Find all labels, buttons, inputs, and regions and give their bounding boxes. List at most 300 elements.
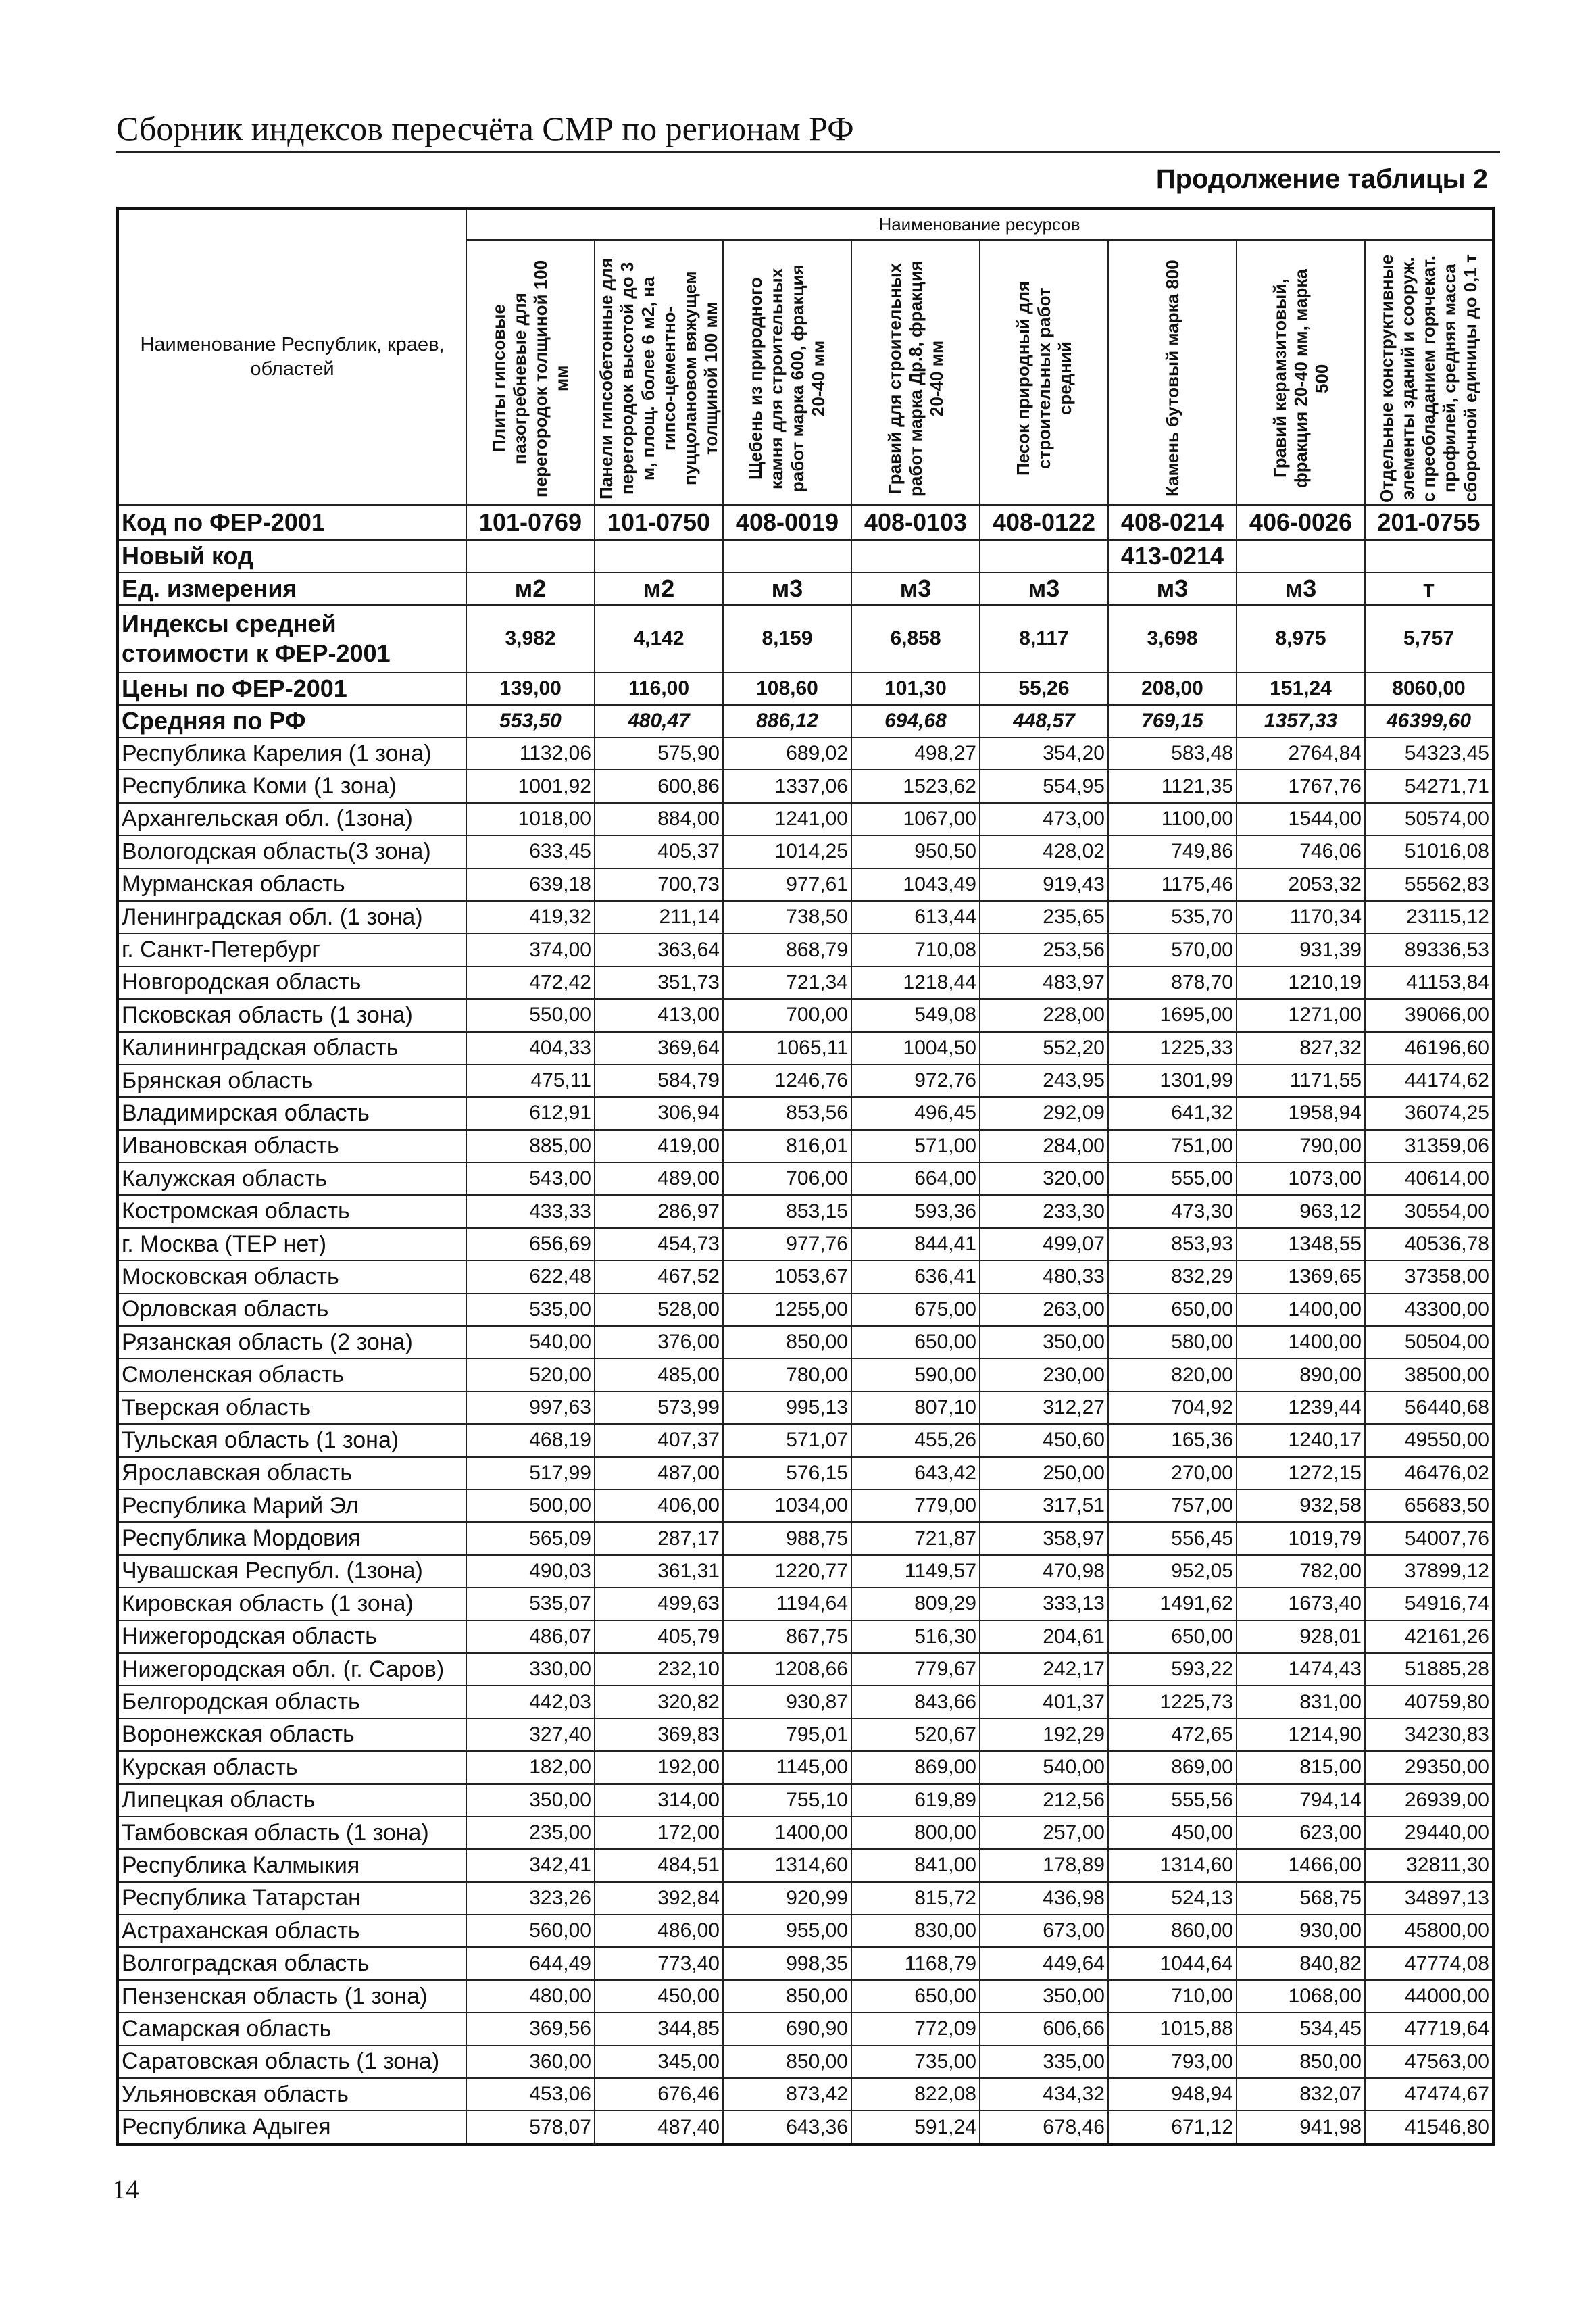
value-cell: 473,00 xyxy=(980,803,1108,835)
value-cell: 671,12 xyxy=(1108,2111,1237,2144)
value-cell: 26939,00 xyxy=(1365,1784,1493,1817)
value-cell: 232,10 xyxy=(595,1653,723,1685)
value-cell: 56440,68 xyxy=(1365,1392,1493,1424)
value-cell: 369,83 xyxy=(595,1719,723,1751)
code-cell: 408-0019 xyxy=(723,505,851,540)
value-cell: 369,64 xyxy=(595,1032,723,1064)
value-cell: 30554,00 xyxy=(1365,1195,1493,1227)
new-code-row xyxy=(118,540,1493,572)
value-cell: 496,45 xyxy=(851,1097,980,1129)
value-cell: 1271,00 xyxy=(1237,999,1365,1031)
table-row xyxy=(118,1685,1493,1718)
table-row xyxy=(118,1195,1493,1227)
value-cell: 809,29 xyxy=(851,1587,980,1620)
value-cell: 831,00 xyxy=(1237,1685,1365,1718)
table-row xyxy=(118,1719,1493,1751)
region-name-cell: Брянская область xyxy=(118,1064,466,1097)
value-cell: 1044,64 xyxy=(1108,1947,1237,1979)
value-cell: 860,00 xyxy=(1108,1915,1237,1947)
value-cell: 568,75 xyxy=(1237,1882,1365,1915)
value-cell: 484,51 xyxy=(595,1849,723,1881)
value-cell: 31359,06 xyxy=(1365,1130,1493,1162)
value-cell: 499,07 xyxy=(980,1228,1108,1260)
value-cell: 483,97 xyxy=(980,966,1108,999)
code-cell: 408-0214 xyxy=(1108,505,1237,540)
code-row xyxy=(118,505,1493,540)
value-cell: 1272,15 xyxy=(1237,1457,1365,1490)
value-cell: 401,37 xyxy=(980,1685,1108,1718)
value-cell: 323,26 xyxy=(466,1882,595,1915)
value-cell: 486,07 xyxy=(466,1621,595,1653)
column-header-label: Панели гипсобетонные для перегородок высотой до 3 м, площ. более 6 м2, на гипсо-цементно-пуццолановом вяжущем толщиной 100 мм xyxy=(596,257,721,499)
table-row xyxy=(118,2013,1493,2045)
value-cell: 644,49 xyxy=(466,1947,595,1979)
region-name-cell: Кировская область (1 зона) xyxy=(118,1587,466,1620)
region-name-cell: Ульяновская область xyxy=(118,2078,466,2111)
value-cell: 243,95 xyxy=(980,1064,1108,1097)
value-cell: 576,15 xyxy=(723,1457,851,1490)
value-cell: 29350,00 xyxy=(1365,1751,1493,1783)
price-label: Цены по ФЕР-2001 xyxy=(118,672,466,705)
value-cell: 565,09 xyxy=(466,1522,595,1554)
value-cell: 520,67 xyxy=(851,1719,980,1751)
table-row xyxy=(118,2046,1493,2078)
value-cell: 467,52 xyxy=(595,1260,723,1293)
value-cell: 1400,00 xyxy=(723,1817,851,1849)
value-cell: 869,00 xyxy=(1108,1751,1237,1783)
table-row xyxy=(118,1849,1493,1881)
code-cell: 101-0769 xyxy=(466,505,595,540)
value-cell: 49550,00 xyxy=(1365,1424,1493,1456)
code-cell: 408-0122 xyxy=(980,505,1108,540)
code-cell: 406-0026 xyxy=(1237,505,1365,540)
region-name-cell: Саратовская область (1 зона) xyxy=(118,2046,466,2078)
value-cell: 772,09 xyxy=(851,2013,980,2045)
region-name-cell: Московская область xyxy=(118,1260,466,1293)
value-cell: 1214,90 xyxy=(1237,1719,1365,1751)
page-number: 14 xyxy=(112,2174,139,2205)
table-row xyxy=(118,1587,1493,1620)
value-cell: 710,08 xyxy=(851,933,980,966)
table-row xyxy=(118,1260,1493,1293)
value-cell: 932,58 xyxy=(1237,1490,1365,1522)
value-cell: 1400,00 xyxy=(1237,1294,1365,1326)
value-cell: 955,00 xyxy=(723,1915,851,1947)
table-row xyxy=(118,1424,1493,1456)
table-row xyxy=(118,1326,1493,1358)
value-cell: 287,17 xyxy=(595,1522,723,1554)
table-row xyxy=(118,1555,1493,1587)
value-cell: 250,00 xyxy=(980,1457,1108,1490)
region-name-cell: Тверская область xyxy=(118,1392,466,1424)
value-cell: 678,46 xyxy=(980,2111,1108,2144)
price-cell: 151,24 xyxy=(1237,672,1365,705)
value-cell: 706,00 xyxy=(723,1162,851,1195)
value-cell: 2053,32 xyxy=(1237,868,1365,901)
table-row xyxy=(118,1522,1493,1554)
value-cell: 977,76 xyxy=(723,1228,851,1260)
table-row xyxy=(118,737,1493,770)
value-cell: 1208,66 xyxy=(723,1653,851,1685)
value-cell: 1001,92 xyxy=(466,770,595,802)
value-cell: 573,99 xyxy=(595,1392,723,1424)
value-cell: 284,00 xyxy=(980,1130,1108,1162)
average-cell: 448,57 xyxy=(980,705,1108,737)
value-cell: 1175,46 xyxy=(1108,868,1237,901)
value-cell: 43300,00 xyxy=(1365,1294,1493,1326)
value-cell: 844,41 xyxy=(851,1228,980,1260)
value-cell: 963,12 xyxy=(1237,1195,1365,1227)
value-cell: 454,73 xyxy=(595,1228,723,1260)
value-cell: 54323,45 xyxy=(1365,737,1493,770)
value-cell: 757,00 xyxy=(1108,1490,1237,1522)
value-cell: 622,48 xyxy=(466,1260,595,1293)
region-name-cell: Липецкая область xyxy=(118,1784,466,1817)
region-name-cell: г. Москва (ТЕР нет) xyxy=(118,1228,466,1260)
value-cell: 613,44 xyxy=(851,901,980,933)
table-row xyxy=(118,1751,1493,1783)
new-code-cell xyxy=(723,540,851,572)
value-cell: 406,00 xyxy=(595,1490,723,1522)
unit-label: Ед. измерения xyxy=(118,572,466,605)
value-cell: 560,00 xyxy=(466,1915,595,1947)
index-cell: 5,757 xyxy=(1365,605,1493,672)
average-cell: 1357,33 xyxy=(1237,705,1365,737)
table-row xyxy=(118,1621,1493,1653)
value-cell: 211,14 xyxy=(595,901,723,933)
value-cell: 1018,00 xyxy=(466,803,595,835)
value-cell: 832,07 xyxy=(1237,2078,1365,2111)
table-row xyxy=(118,1980,1493,2013)
value-cell: 850,00 xyxy=(723,2046,851,2078)
value-cell: 1255,00 xyxy=(723,1294,851,1326)
average-cell: 769,15 xyxy=(1108,705,1237,737)
value-cell: 1053,67 xyxy=(723,1260,851,1293)
region-name-cell: Новгородская область xyxy=(118,966,466,999)
value-cell: 853,15 xyxy=(723,1195,851,1227)
value-cell: 407,37 xyxy=(595,1424,723,1456)
value-cell: 600,86 xyxy=(595,770,723,802)
value-cell: 1210,19 xyxy=(1237,966,1365,999)
value-cell: 51885,28 xyxy=(1365,1653,1493,1685)
value-cell: 1043,49 xyxy=(851,868,980,901)
region-name-cell: Ленинградская обл. (1 зона) xyxy=(118,901,466,933)
value-cell: 549,08 xyxy=(851,999,980,1031)
value-cell: 434,32 xyxy=(980,2078,1108,2111)
value-cell: 1132,06 xyxy=(466,737,595,770)
value-cell: 1220,77 xyxy=(723,1555,851,1587)
value-cell: 571,00 xyxy=(851,1130,980,1162)
table-row xyxy=(118,2111,1493,2144)
value-cell: 636,41 xyxy=(851,1260,980,1293)
table-row xyxy=(118,1653,1493,1685)
value-cell: 552,20 xyxy=(980,1032,1108,1064)
value-cell: 172,00 xyxy=(595,1817,723,1849)
index-row xyxy=(118,605,1493,672)
value-cell: 450,00 xyxy=(595,1980,723,2013)
value-cell: 473,30 xyxy=(1108,1195,1237,1227)
value-cell: 1170,34 xyxy=(1237,901,1365,933)
value-cell: 869,00 xyxy=(851,1751,980,1783)
value-cell: 832,29 xyxy=(1108,1260,1237,1293)
value-cell: 878,70 xyxy=(1108,966,1237,999)
table-row xyxy=(118,1817,1493,1849)
value-cell: 520,00 xyxy=(466,1358,595,1391)
value-cell: 920,99 xyxy=(723,1882,851,1915)
index-cell: 3,698 xyxy=(1108,605,1237,672)
value-cell: 843,66 xyxy=(851,1685,980,1718)
value-cell: 40614,00 xyxy=(1365,1162,1493,1195)
value-cell: 700,73 xyxy=(595,868,723,901)
value-cell: 928,01 xyxy=(1237,1621,1365,1653)
unit-cell: м2 xyxy=(466,572,595,605)
region-name-cell: Пензенская область (1 зона) xyxy=(118,1980,466,2013)
region-name-cell: Республика Коми (1 зона) xyxy=(118,770,466,802)
value-cell: 32811,30 xyxy=(1365,1849,1493,1881)
value-cell: 1301,99 xyxy=(1108,1064,1237,1097)
value-cell: 575,90 xyxy=(595,737,723,770)
value-cell: 633,45 xyxy=(466,835,595,868)
value-cell: 45800,00 xyxy=(1365,1915,1493,1947)
unit-row xyxy=(118,572,1493,605)
value-cell: 885,00 xyxy=(466,1130,595,1162)
region-name-cell: Нижегородская обл. (г. Саров) xyxy=(118,1653,466,1685)
value-cell: 593,36 xyxy=(851,1195,980,1227)
region-name-cell: Калужская область xyxy=(118,1162,466,1195)
value-cell: 350,00 xyxy=(980,1980,1108,2013)
code-cell: 101-0750 xyxy=(595,505,723,540)
value-cell: 39066,00 xyxy=(1365,999,1493,1031)
table-row xyxy=(118,1784,1493,1817)
unit-cell: м3 xyxy=(1108,572,1237,605)
value-cell: 555,56 xyxy=(1108,1784,1237,1817)
unit-cell: м3 xyxy=(980,572,1108,605)
value-cell: 230,00 xyxy=(980,1358,1108,1391)
value-cell: 51016,08 xyxy=(1365,835,1493,868)
value-cell: 23115,12 xyxy=(1365,901,1493,933)
value-cell: 499,63 xyxy=(595,1587,723,1620)
value-cell: 656,69 xyxy=(466,1228,595,1260)
value-cell: 1491,62 xyxy=(1108,1587,1237,1620)
value-cell: 419,32 xyxy=(466,901,595,933)
value-cell: 350,00 xyxy=(980,1326,1108,1358)
value-cell: 850,00 xyxy=(723,1980,851,2013)
value-cell: 1019,79 xyxy=(1237,1522,1365,1554)
table-row xyxy=(118,1882,1493,1915)
column-header-label: Плиты гипсовые пазогребневые для перегородок толщиной 100 мм xyxy=(489,260,572,497)
value-cell: 1523,62 xyxy=(851,770,980,802)
value-cell: 650,00 xyxy=(851,1980,980,2013)
value-cell: 1767,76 xyxy=(1237,770,1365,802)
region-name-cell: Мурманская область xyxy=(118,868,466,901)
value-cell: 570,00 xyxy=(1108,933,1237,966)
value-cell: 37358,00 xyxy=(1365,1260,1493,1293)
value-cell: 490,03 xyxy=(466,1555,595,1587)
unit-cell: м3 xyxy=(851,572,980,605)
value-cell: 710,00 xyxy=(1108,1980,1237,2013)
column-header-label: Гравий для строительных работ марка Др.8, фракция 20-40 мм xyxy=(884,260,947,497)
value-cell: 583,48 xyxy=(1108,737,1237,770)
value-cell: 47563,00 xyxy=(1365,2046,1493,2078)
column-header xyxy=(466,240,595,505)
region-name-cell: Волгоградская область xyxy=(118,1947,466,1979)
value-cell: 830,00 xyxy=(851,1915,980,1947)
value-cell: 800,00 xyxy=(851,1817,980,1849)
region-name-cell: Чувашская Республ. (1зона) xyxy=(118,1555,466,1587)
value-cell: 988,75 xyxy=(723,1522,851,1554)
new-code-cell xyxy=(595,540,723,572)
average-cell: 46399,60 xyxy=(1365,705,1493,737)
value-cell: 235,00 xyxy=(466,1817,595,1849)
column-header-label: Отдельные конструктивные элементы зданий и сооруж. с преобладанием горячекат. профилей, средняя масса сборочной единицы до 0,1 т xyxy=(1376,254,1480,503)
value-cell: 738,50 xyxy=(723,901,851,933)
table-row xyxy=(118,1294,1493,1326)
price-cell: 8060,00 xyxy=(1365,672,1493,705)
value-cell: 673,00 xyxy=(980,1915,1108,1947)
unit-cell: т xyxy=(1365,572,1493,605)
value-cell: 807,10 xyxy=(851,1392,980,1424)
unit-cell: м3 xyxy=(1237,572,1365,605)
value-cell: 950,50 xyxy=(851,835,980,868)
price-cell: 101,30 xyxy=(851,672,980,705)
value-cell: 689,02 xyxy=(723,737,851,770)
code-cell: 408-0103 xyxy=(851,505,980,540)
value-cell: 165,36 xyxy=(1108,1424,1237,1456)
value-cell: 941,98 xyxy=(1237,2111,1365,2144)
value-cell: 363,64 xyxy=(595,933,723,966)
value-cell: 995,13 xyxy=(723,1392,851,1424)
table-meta-rows xyxy=(118,505,1493,737)
value-cell: 428,02 xyxy=(980,835,1108,868)
table-row xyxy=(118,1228,1493,1260)
value-cell: 749,86 xyxy=(1108,835,1237,868)
region-name-cell: Псковская область (1 зона) xyxy=(118,999,466,1031)
value-cell: 192,29 xyxy=(980,1719,1108,1751)
value-cell: 1225,33 xyxy=(1108,1032,1237,1064)
table-row xyxy=(118,933,1493,966)
value-cell: 867,75 xyxy=(723,1621,851,1653)
table-row xyxy=(118,770,1493,802)
value-cell: 487,40 xyxy=(595,2111,723,2144)
value-cell: 755,10 xyxy=(723,1784,851,1817)
value-cell: 47719,64 xyxy=(1365,2013,1493,2045)
value-cell: 1466,00 xyxy=(1237,1849,1365,1881)
price-cell: 55,26 xyxy=(980,672,1108,705)
value-cell: 50504,00 xyxy=(1365,1326,1493,1358)
value-cell: 442,03 xyxy=(466,1685,595,1718)
value-cell: 500,00 xyxy=(466,1490,595,1522)
region-name-cell: г. Санкт-Петербург xyxy=(118,933,466,966)
table-row xyxy=(118,1457,1493,1490)
value-cell: 468,19 xyxy=(466,1424,595,1456)
value-cell: 578,07 xyxy=(466,2111,595,2144)
region-name-cell: Архангельская обл. (1зона) xyxy=(118,803,466,835)
value-cell: 36074,25 xyxy=(1365,1097,1493,1129)
value-cell: 534,45 xyxy=(1237,2013,1365,2045)
table-row xyxy=(118,1097,1493,1129)
index-cell: 4,142 xyxy=(595,605,723,672)
column-header-label: Гравий керамзитовый, фракция 20-40 мм, марка 500 xyxy=(1269,269,1332,488)
region-name-cell: Республика Татарстан xyxy=(118,1882,466,1915)
value-cell: 450,60 xyxy=(980,1424,1108,1456)
value-cell: 540,00 xyxy=(466,1326,595,1358)
value-cell: 1168,79 xyxy=(851,1947,980,1979)
unit-cell: м2 xyxy=(595,572,723,605)
value-cell: 676,46 xyxy=(595,2078,723,2111)
index-cell: 8,975 xyxy=(1237,605,1365,672)
value-cell: 50574,00 xyxy=(1365,803,1493,835)
value-cell: 1241,00 xyxy=(723,803,851,835)
value-cell: 47474,67 xyxy=(1365,2078,1493,2111)
region-name-cell: Республика Марий Эл xyxy=(118,1490,466,1522)
value-cell: 1171,55 xyxy=(1237,1064,1365,1097)
value-cell: 1145,00 xyxy=(723,1751,851,1783)
average-cell: 694,68 xyxy=(851,705,980,737)
page-header xyxy=(116,108,1500,153)
value-cell: 690,90 xyxy=(723,2013,851,2045)
value-cell: 489,00 xyxy=(595,1162,723,1195)
value-cell: 675,00 xyxy=(851,1294,980,1326)
value-cell: 29440,00 xyxy=(1365,1817,1493,1849)
value-cell: 930,87 xyxy=(723,1685,851,1718)
value-cell: 1314,60 xyxy=(1108,1849,1237,1881)
value-cell: 350,00 xyxy=(466,1784,595,1817)
value-cell: 1348,55 xyxy=(1237,1228,1365,1260)
value-cell: 257,00 xyxy=(980,1817,1108,1849)
value-cell: 795,01 xyxy=(723,1719,851,1751)
region-name-cell: Республика Карелия (1 зона) xyxy=(118,737,466,770)
price-cell: 108,60 xyxy=(723,672,851,705)
value-cell: 1474,43 xyxy=(1237,1653,1365,1685)
region-name-cell: Республика Мордовия xyxy=(118,1522,466,1554)
value-cell: 853,93 xyxy=(1108,1228,1237,1260)
value-cell: 374,00 xyxy=(466,933,595,966)
column-header-label: Щебень из природного камня для строительных работ марка 600, фракция 20-40 мм xyxy=(745,264,828,493)
value-cell: 1149,57 xyxy=(851,1555,980,1587)
value-cell: 361,31 xyxy=(595,1555,723,1587)
new-code-cell xyxy=(1237,540,1365,572)
value-cell: 54271,71 xyxy=(1365,770,1493,802)
value-cell: 612,91 xyxy=(466,1097,595,1129)
region-name-cell: Владимирская область xyxy=(118,1097,466,1129)
value-cell: 404,33 xyxy=(466,1032,595,1064)
value-cell: 1067,00 xyxy=(851,803,980,835)
value-cell: 342,41 xyxy=(466,1849,595,1881)
value-cell: 517,99 xyxy=(466,1457,595,1490)
value-cell: 330,00 xyxy=(466,1653,595,1685)
value-cell: 751,00 xyxy=(1108,1130,1237,1162)
value-cell: 34897,13 xyxy=(1365,1882,1493,1915)
value-cell: 292,09 xyxy=(980,1097,1108,1129)
value-cell: 584,79 xyxy=(595,1064,723,1097)
value-cell: 312,27 xyxy=(980,1392,1108,1424)
value-cell: 212,56 xyxy=(980,1784,1108,1817)
value-cell: 606,66 xyxy=(980,2013,1108,2045)
column-header xyxy=(1108,240,1237,505)
region-name-cell: Тамбовская область (1 зона) xyxy=(118,1817,466,1849)
value-cell: 704,92 xyxy=(1108,1392,1237,1424)
value-cell: 228,00 xyxy=(980,999,1108,1031)
value-cell: 619,89 xyxy=(851,1784,980,1817)
value-cell: 779,00 xyxy=(851,1490,980,1522)
value-cell: 997,63 xyxy=(466,1392,595,1424)
table-row xyxy=(118,966,1493,999)
table-continuation-title: Продолжение таблицы 2 xyxy=(1155,164,1488,194)
value-cell: 1337,06 xyxy=(723,770,851,802)
value-cell: 820,00 xyxy=(1108,1358,1237,1391)
column-header xyxy=(980,240,1108,505)
price-cell: 208,00 xyxy=(1108,672,1237,705)
